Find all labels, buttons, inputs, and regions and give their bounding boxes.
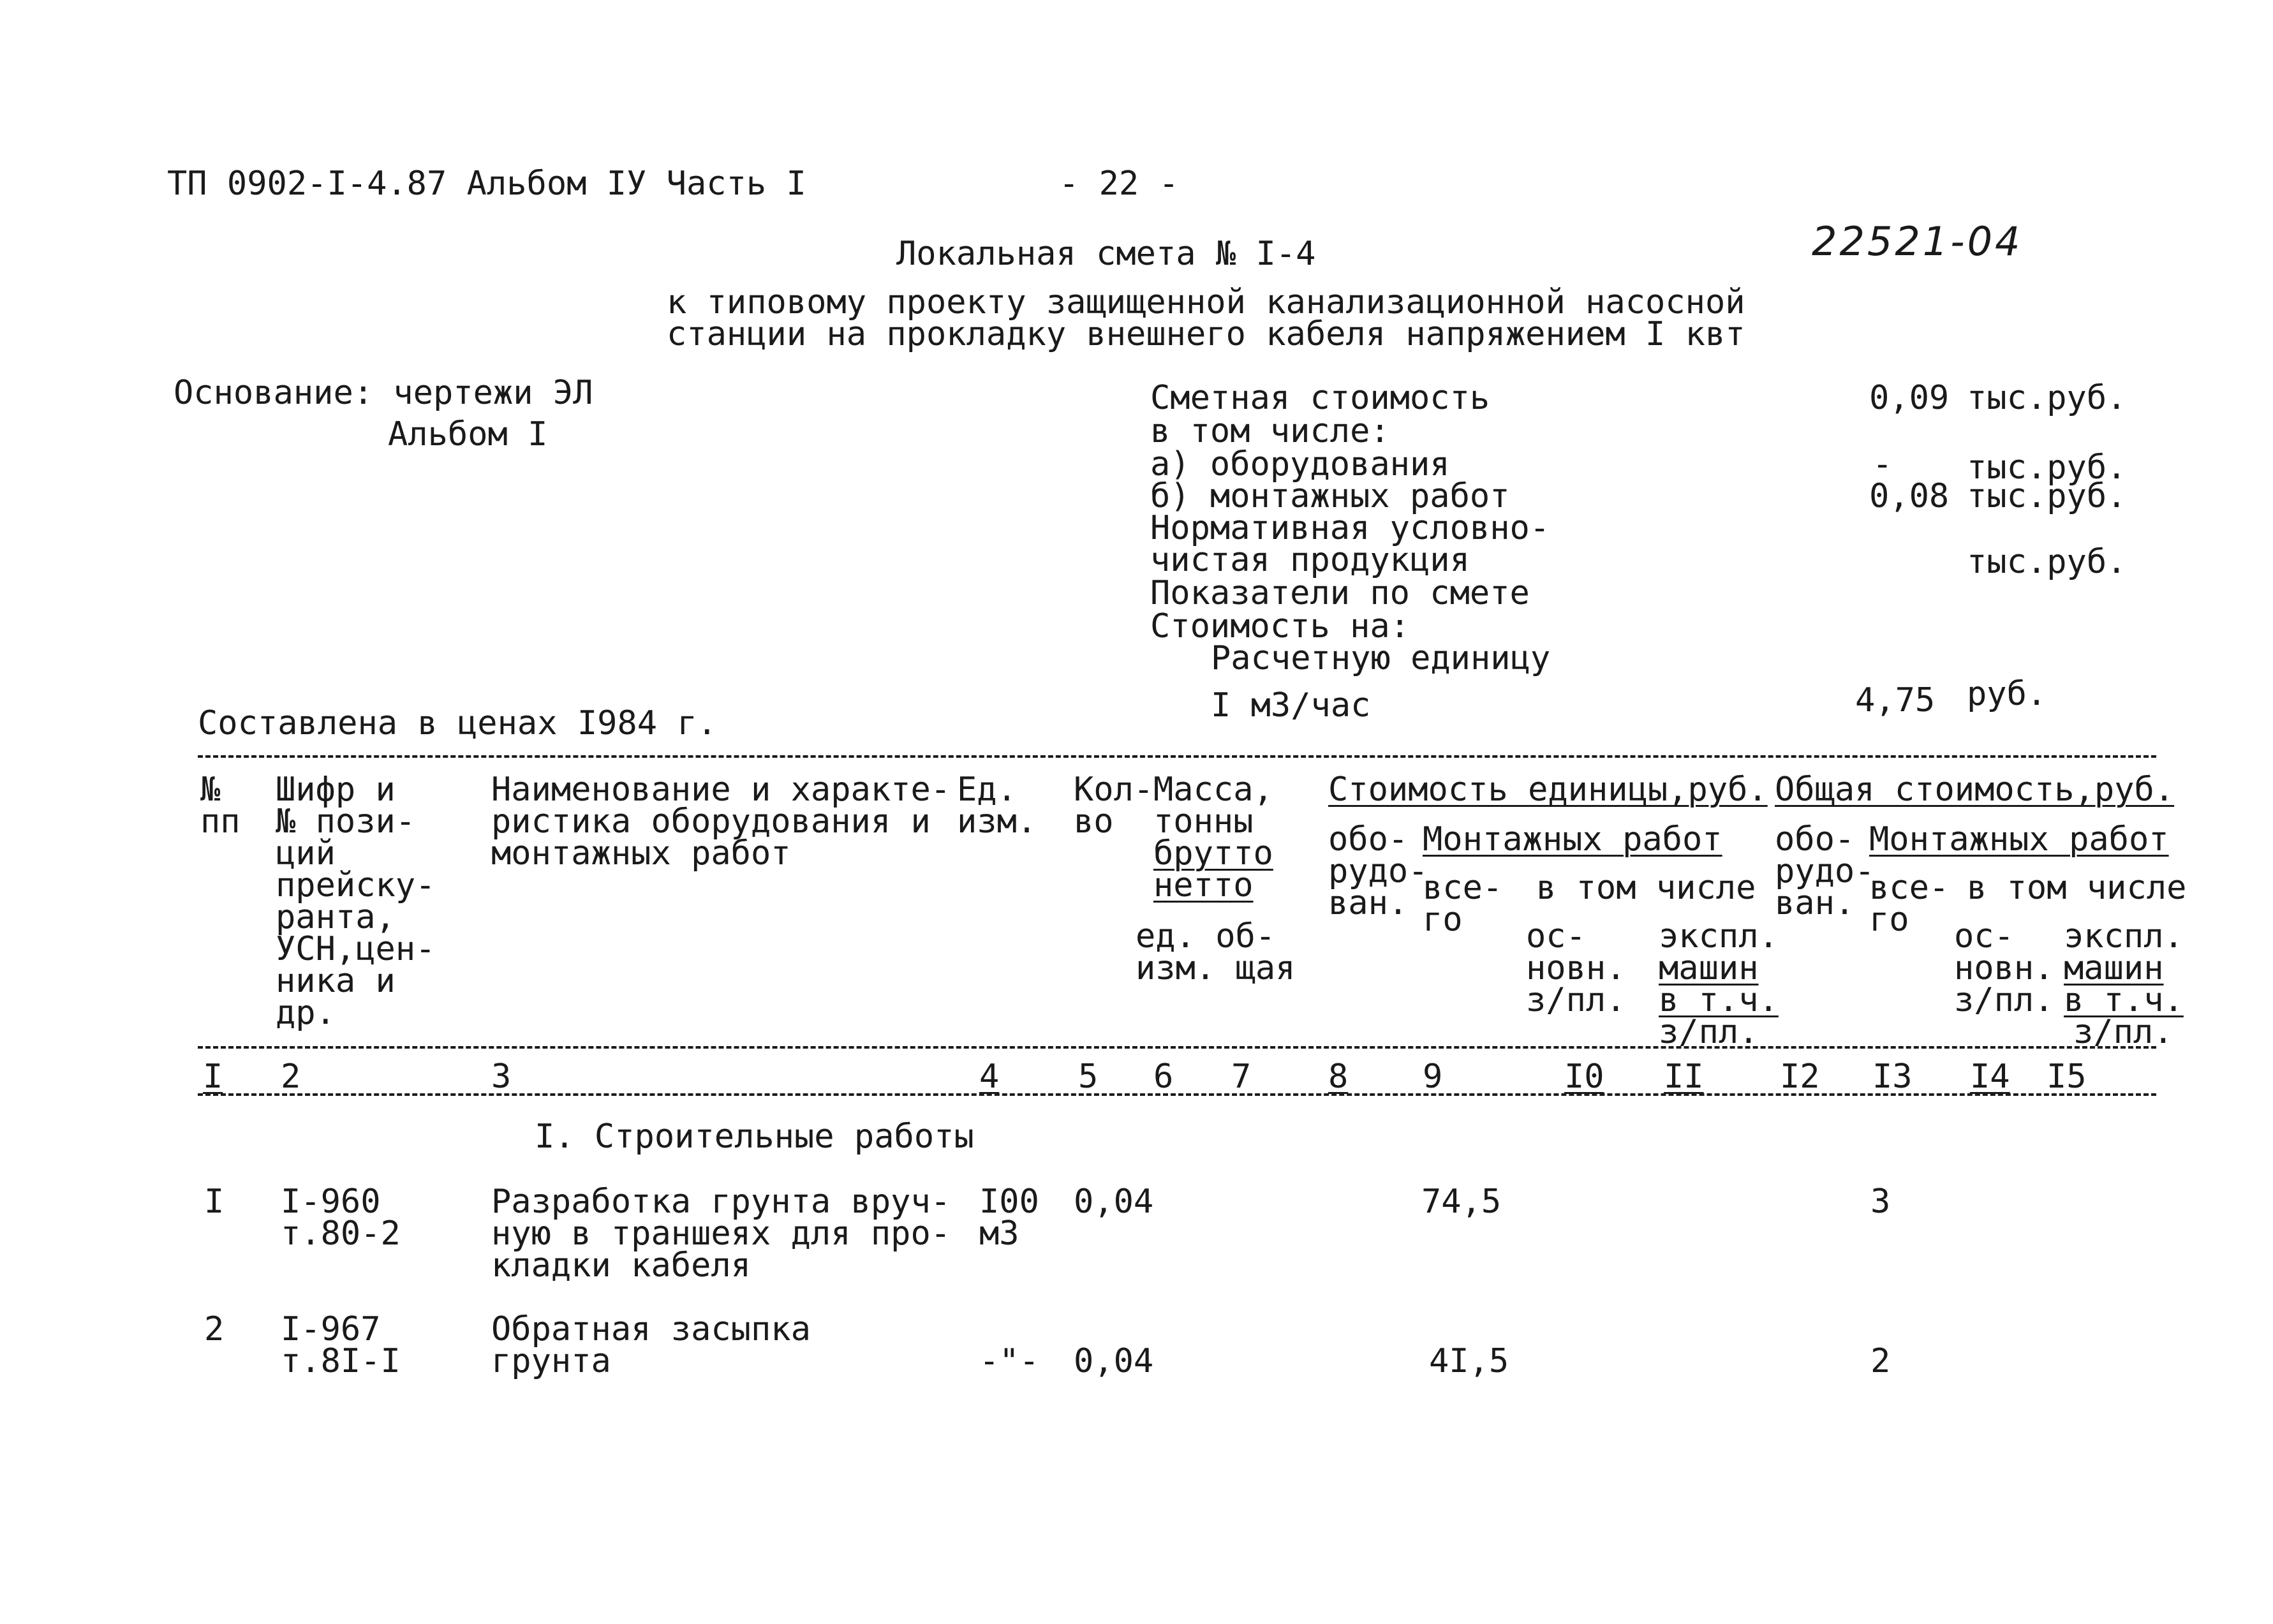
header-qty: Кол- bbox=[1074, 771, 1154, 809]
summary-value: 0,08 bbox=[1869, 477, 1950, 515]
summary-unit: тыс.руб. bbox=[1967, 477, 2127, 515]
header-total: го bbox=[1869, 901, 1909, 939]
row-code: т.8I-I bbox=[281, 1342, 401, 1380]
header-including: в том числе bbox=[1536, 869, 1756, 907]
header-unit: Ед. bbox=[957, 771, 1017, 809]
row-code: I-960 bbox=[281, 1183, 381, 1221]
row-sum-total: 2 bbox=[1870, 1342, 1891, 1380]
row-code: т.80-2 bbox=[281, 1214, 401, 1253]
summary-value: 0,09 bbox=[1869, 379, 1950, 417]
row-unit: -"- bbox=[979, 1342, 1039, 1380]
estimate-title: Локальная смета № I-4 bbox=[896, 235, 1316, 273]
summary-label: Стоимость на: bbox=[1150, 607, 1410, 646]
prices-year: Составлена в ценах I984 г. bbox=[198, 704, 717, 742]
column-number: I0 bbox=[1564, 1058, 1604, 1096]
basis-line1: Основание: чертежи ЭЛ bbox=[174, 374, 593, 412]
page-number: - 22 - bbox=[1059, 165, 1179, 203]
row-code: I-967 bbox=[281, 1310, 381, 1348]
column-number: 6 bbox=[1153, 1058, 1174, 1096]
header-unit-cost: Стоимость единицы,руб. bbox=[1328, 771, 1768, 809]
summary-value: - bbox=[1872, 445, 1893, 484]
row-quantity: 0,04 bbox=[1074, 1342, 1154, 1380]
column-number: I5 bbox=[2047, 1058, 2087, 1096]
summary-unit: тыс.руб. bbox=[1967, 543, 2127, 581]
column-number: 9 bbox=[1423, 1058, 1443, 1096]
column-number: II bbox=[1664, 1058, 1704, 1096]
header-num: № bbox=[200, 771, 221, 809]
column-number: 3 bbox=[491, 1058, 512, 1096]
column-number: I3 bbox=[1872, 1058, 1913, 1096]
summary-label: б) монтажных работ bbox=[1150, 477, 1510, 515]
document-code: ТП 0902-I-4.87 Альбом IУ Часть I bbox=[167, 165, 806, 203]
column-number: I4 bbox=[1970, 1058, 2010, 1096]
summary-label: Сметная стоимость bbox=[1150, 379, 1490, 417]
row-name: грунта bbox=[491, 1342, 611, 1380]
row-quantity: 0,04 bbox=[1074, 1183, 1154, 1221]
summary-label: Показатели по смете bbox=[1150, 574, 1530, 612]
column-number: 4 bbox=[979, 1058, 1000, 1096]
handwritten-code: 22521-04 bbox=[1812, 218, 2023, 265]
row-number: 2 bbox=[204, 1310, 225, 1348]
column-number: 5 bbox=[1078, 1058, 1099, 1096]
column-number: 2 bbox=[281, 1058, 301, 1096]
column-number: 8 bbox=[1328, 1058, 1349, 1096]
row-sum-total: 3 bbox=[1870, 1183, 1891, 1221]
row-name: кладки кабеля bbox=[491, 1246, 751, 1285]
row-number: I bbox=[204, 1183, 225, 1221]
summary-unit: тыс.руб. bbox=[1967, 448, 2127, 487]
row-unit: м3 bbox=[979, 1214, 1019, 1253]
row-name: ную в траншеях для про- bbox=[491, 1214, 951, 1253]
summary-unit: тыс.руб. bbox=[1967, 379, 2127, 417]
summary-label: в том числе: bbox=[1150, 412, 1390, 450]
column-number: I bbox=[203, 1058, 223, 1096]
header-total-cost: Общая стоимость,руб. bbox=[1775, 771, 2175, 809]
summary-label: Нормативная условно- bbox=[1150, 509, 1550, 547]
column-number: I2 bbox=[1780, 1058, 1820, 1096]
row-name: Обратная засыпка bbox=[491, 1310, 811, 1348]
row-unit-total: 4I,5 bbox=[1429, 1342, 1509, 1380]
header-montage: Монтажных работ bbox=[1423, 820, 1722, 859]
section-title: I. Строительные работы bbox=[535, 1118, 974, 1156]
header-total: все- bbox=[1423, 869, 1503, 907]
summary-label: чистая продукция bbox=[1150, 541, 1470, 579]
header-num: пп bbox=[200, 802, 241, 841]
basis-line2: Альбом I bbox=[388, 415, 548, 454]
header-total: все- bbox=[1869, 869, 1950, 907]
header-qty: во bbox=[1074, 802, 1114, 841]
table-top-rule bbox=[198, 755, 2156, 758]
header-montage: Монтажных работ bbox=[1869, 820, 2169, 859]
summary-value: 4,75 bbox=[1855, 681, 1936, 720]
header-unit: изм. bbox=[957, 802, 1037, 841]
header-bottom-rule bbox=[198, 1046, 2156, 1049]
summary-label: Расчетную единицу bbox=[1211, 639, 1551, 677]
header-including: в том числе bbox=[1967, 869, 2187, 907]
estimate-subtitle-line1: к типовому проекту защищенной канализационной насосной bbox=[667, 283, 1745, 321]
estimate-subtitle-line2: станции на прокладку внешнего кабеля напряжением I квт bbox=[667, 315, 1745, 353]
summary-unit: руб. bbox=[1967, 675, 2047, 713]
column-numbers-rule bbox=[198, 1093, 2156, 1096]
row-unit: I00 bbox=[979, 1183, 1039, 1221]
header-total: го bbox=[1423, 901, 1463, 939]
row-name: Разработка грунта вруч- bbox=[491, 1183, 951, 1221]
row-unit-total: 74,5 bbox=[1421, 1183, 1502, 1221]
column-number: 7 bbox=[1231, 1058, 1252, 1096]
summary-label: I м3/час bbox=[1211, 686, 1371, 725]
summary-label: а) оборудования bbox=[1150, 445, 1450, 484]
